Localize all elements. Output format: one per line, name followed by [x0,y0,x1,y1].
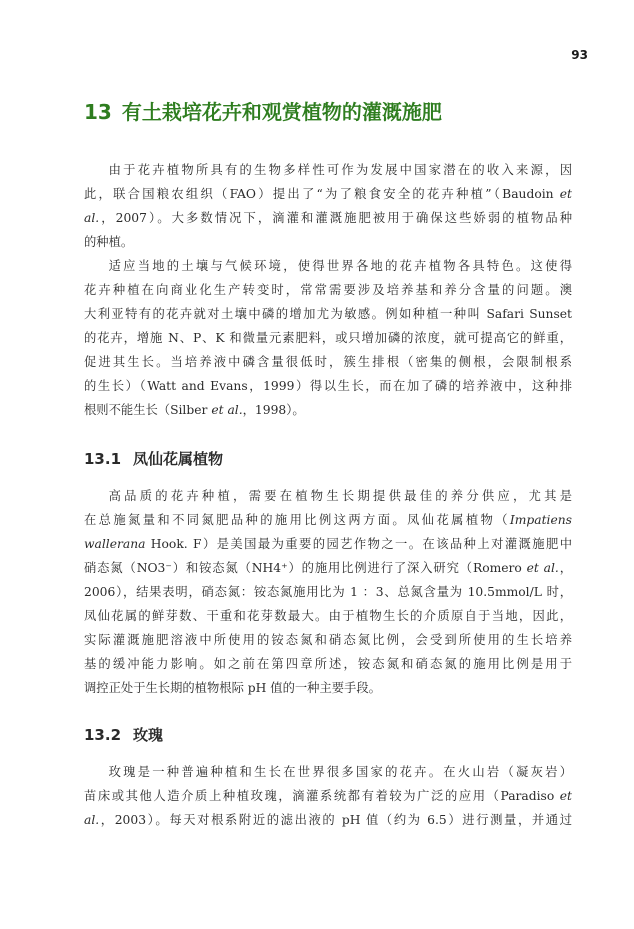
text-line: 在总施氮量和不同氮肥品种的施用比例这两方面。凤仙花属植物（Impatiens [84,513,572,527]
text-line: 此，联合国粮农组织（FAO）提出了“为了粮食安全的花卉种植”（Baudoin et [84,187,572,201]
chapter-title-text: 有土栽培花卉和观赏植物的灌溉施肥 [121,100,442,124]
section-title-text: 玫瑰 [133,726,164,744]
text-line: 根则不能生长（Silber et al.，1998）。 [84,403,305,417]
text-line: 高品质的花卉种植，需要在植物生长期提供最佳的养分供应，尤其是 [108,489,572,503]
text-line: 2006），结果表明，硝态氮：铵态氮施用比为 1 ：3、总氮含量为 10.5mmol/L 时， [84,585,572,599]
text-line: 花卉种植在向商业化生产转变时，常常需要涉及培养基和养分含量的问题。澳 [84,283,572,297]
text-line: 由于花卉植物所具有的生物多样性可作为发展中国家潜在的收入来源，因 [108,163,572,177]
chapter-title [84,96,442,125]
page-number: 93 [571,48,588,62]
section-title-13-1 [84,448,223,469]
section-number: 13.1 [84,450,122,468]
text-line: 适应当地的土壤与气候环境，使得世界各地的花卉植物各具特色。这使得 [108,259,572,273]
chapter-number: 13 [84,100,112,124]
text-line: 硝态氮（NO3⁻）和铵态氮（NH4⁺）的施用比例进行了深入研究（Romero et al.， [84,561,572,575]
paragraph-roses [84,760,572,832]
text-line: 苗床或其他人造介质上种植玫瑰，滴灌系统都有着较为广泛的应用（Paradiso et [84,789,572,803]
paragraph-intro [84,158,572,254]
text-line: 凤仙花属的鲜芽数、干重和花芽数最大。由于植物生长的介质原自于当地，因此， [84,609,572,623]
section-title-13-2 [84,724,163,745]
text-line: 的花卉，增施 N、P、K 和微量元素肥料，或只增加磷的浓度，就可提高它的鲜重， [84,331,572,345]
text-line: 的种植。 [84,235,134,249]
text-line: 玫瑰是一种普遍种植和生长在世界很多国家的花卉。在火山岩（凝灰岩） [108,765,572,779]
text-line: 实际灌溉施肥溶液中所使用的铵态氮和硝态氮比例，会受到所使用的生长培养 [84,633,572,647]
section-title-text: 凤仙花属植物 [133,450,224,468]
text-line: al.，2007）。大多数情况下，滴灌和灌溉施肥被用于确保这些娇弱的植物品种 [84,211,572,225]
paragraph-impatiens [84,484,572,700]
text-line: 的生长）（Watt and Evans，1999）得以生长，而在加了磷的培养液中，这种排 [84,379,572,393]
section-number: 13.2 [84,726,122,744]
text-line: wallerana Hook. F）是美国最为重要的园艺作物之一。在该品种上对灌溉施肥中 [84,537,572,551]
text-line: 基的缓冲能力影响。如之前在第四章所述，铵态氮和硝态氮的施用比例是用于 [84,657,572,671]
text-line: 调控正处于生长期的植物根际 pH 值的一种主要手段。 [84,681,381,695]
text-line: 大利亚特有的花卉就对土壤中磷的增加尤为敏感。例如种植一种叫 Safari Sunset [84,307,572,321]
paragraph-local-adaptation [84,254,572,422]
text-line: al.，2003）。每天对根系附近的滤出液的 pH 值（约为 6.5）进行测量，并通过 [84,813,572,827]
text-line: 促进其生长。当培养液中磷含量很低时，簇生排根（密集的侧根，会限制根系 [84,355,572,369]
